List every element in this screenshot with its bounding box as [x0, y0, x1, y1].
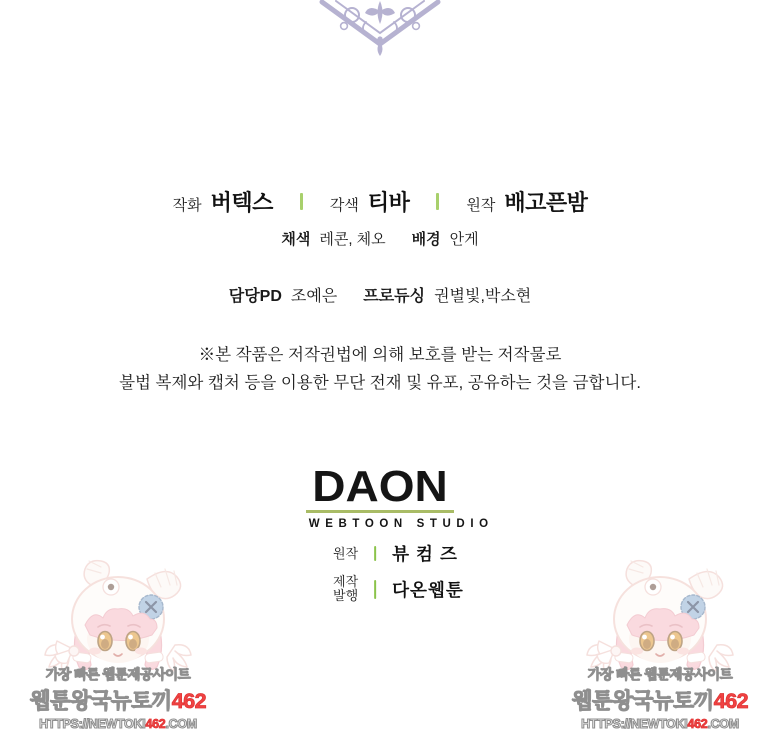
credit-artwork-label: 작화: [172, 197, 202, 214]
watermark-url: [26, 717, 210, 731]
publisher-production-label-line1: 제작: [333, 574, 359, 589]
watermark-url-suffix: .COM: [165, 717, 197, 731]
credit-adaptation-label: 각색: [329, 197, 359, 214]
credit-original-name: 배고픈밤: [504, 190, 588, 215]
credit-separator: [300, 193, 303, 210]
credit-background-label: 배경: [411, 231, 441, 248]
credit-artwork: [173, 186, 273, 217]
credit-separator: [436, 193, 439, 210]
watermark-text: [26, 663, 210, 731]
watermark-sitename-number: 462: [171, 689, 207, 713]
watermark-stamp-right: [571, 557, 749, 748]
studio-logo: [306, 461, 494, 530]
credit-original-label: 원작: [466, 197, 496, 214]
copyright-notice-line2: 불법 복제와 캡처 등을 이용한 무단 전재 및 유포, 공유하는 것을 금합니다.: [119, 374, 641, 392]
credit-producing: [363, 283, 531, 306]
credit-coloring-label: 채색: [281, 231, 311, 248]
credit-artwork-name: 버텍스: [210, 190, 273, 215]
publisher-separator: [374, 546, 377, 561]
credit-line-colors: [0, 228, 760, 249]
copyright-notice: [0, 341, 760, 397]
credit-coloring-name: 레콘, 체오: [319, 231, 386, 248]
studio-logo-wordmark: DAON: [312, 461, 448, 511]
watermark-sitename-number: 462: [713, 689, 749, 713]
watermark-sitename-text: 웹툰왕국뉴토끼: [29, 689, 172, 713]
watermark-url-number: 462: [687, 717, 708, 731]
watermark-sitename-text: 웹툰왕국뉴토끼: [571, 689, 714, 713]
watermark-url-prefix: HTTPS://NEWTOKI: [581, 717, 688, 731]
watermark-url-suffix: .COM: [707, 717, 739, 731]
publisher-separator: [374, 580, 377, 599]
publisher-original-value: 뷰컴즈: [392, 544, 464, 564]
credit-line-main: [0, 186, 760, 217]
watermark-tagline: 가장 빠른 웹툰제공사이트: [45, 667, 191, 682]
credit-adaptation: [330, 186, 410, 217]
credit-original: [466, 186, 587, 217]
credit-line-pd: [0, 283, 760, 306]
publisher-production-label-line2: 발행: [333, 588, 359, 603]
bunny-hood-girl-illustration: [585, 557, 735, 677]
watermark-tagline: 가장 빠른 웹툰제공사이트: [587, 667, 733, 682]
watermark-url-prefix: HTTPS://NEWTOKI: [39, 717, 146, 731]
credit-background-name: 안게: [449, 231, 479, 248]
studio-logo-subtitle: WEBTOON STUDIO: [308, 518, 494, 530]
credit-coloring: [281, 228, 385, 249]
watermark-sitename: [26, 684, 210, 715]
credit-pd-name: 조예은: [290, 288, 338, 305]
credit-pd: [229, 283, 338, 306]
bunny-hood-girl-illustration: [43, 557, 193, 677]
watermark-stamp-left: [29, 557, 207, 748]
watermark-url: [568, 717, 752, 731]
filigree-ornament: [318, 0, 442, 58]
watermark-text: [568, 663, 752, 731]
watermark-sitename: [568, 684, 752, 715]
publisher-original-label: 원작: [333, 545, 359, 561]
publisher-production-value: 다온웹툰: [392, 579, 464, 600]
copyright-notice-line1: ※본 작품은 저작권법에 의해 보호를 받는 저작물로: [198, 346, 562, 364]
credit-producing-name: 권별빛,박소현: [434, 288, 532, 305]
credit-producing-label: 프로듀싱: [363, 288, 426, 305]
watermark-url-number: 462: [145, 717, 166, 731]
credit-background: [412, 228, 479, 249]
credit-pd-label: 담당PD: [228, 288, 282, 305]
filigree-ornament-art: [318, 0, 442, 58]
credit-adaptation-name: 티바: [367, 190, 410, 215]
publisher-production-label: [296, 575, 358, 603]
publisher-block: [296, 541, 464, 603]
